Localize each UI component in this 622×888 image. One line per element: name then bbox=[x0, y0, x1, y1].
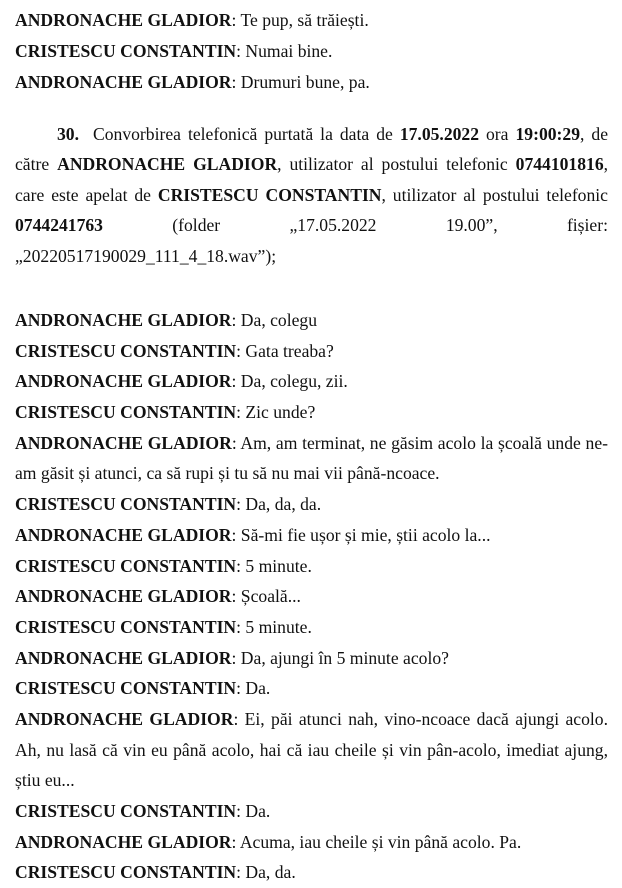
speaker-name: CRISTESCU CONSTANTIN bbox=[15, 341, 237, 361]
speaker-name: CRISTESCU CONSTANTIN bbox=[15, 41, 237, 61]
dialogue-line bbox=[15, 616, 312, 638]
speaker-name: CRISTESCU CONSTANTIN bbox=[15, 556, 237, 576]
speaker-name: CRISTESCU CONSTANTIN bbox=[15, 494, 237, 514]
utterance: : Să-mi fie ușor și mie, știi acolo la... bbox=[231, 525, 491, 545]
dialogue-line bbox=[15, 9, 369, 31]
dialogue-line bbox=[15, 585, 301, 607]
dialogue-line bbox=[15, 432, 608, 454]
speaker-name: ANDRONACHE GLADIOR bbox=[15, 371, 232, 391]
paragraph-line-2 bbox=[15, 153, 608, 175]
folder-label: (folder bbox=[172, 215, 221, 235]
dialogue-line bbox=[15, 309, 317, 331]
paragraph-line-1 bbox=[15, 123, 608, 145]
dialogue-continuation bbox=[15, 739, 608, 761]
call-date: 17.05.2022 bbox=[399, 124, 479, 144]
utterance: : 5 minute. bbox=[236, 556, 312, 576]
paragraph-line-5 bbox=[15, 245, 276, 267]
speaker-name: ANDRONACHE GLADIOR bbox=[15, 832, 232, 852]
utterance: : Drumuri bune, pa. bbox=[231, 72, 370, 92]
speaker-name: CRISTESCU CONSTANTIN bbox=[15, 402, 237, 422]
paragraph-text: Convorbirea telefonică purtată la data de bbox=[93, 124, 400, 144]
speaker-name: CRISTESCU CONSTANTIN bbox=[15, 617, 237, 637]
dialogue-line bbox=[15, 861, 296, 883]
dialogue-continuation bbox=[15, 462, 440, 484]
utterance: : 5 minute. bbox=[236, 617, 312, 637]
caller-name: ANDRONACHE GLADIOR bbox=[57, 154, 278, 174]
utterance: Ah, nu lasă că vin eu până acolo, hai că iau cheile și vin pân-acolo, imediat ajung, bbox=[15, 740, 608, 760]
utterance: : Gata treaba? bbox=[236, 341, 334, 361]
utterance: : Ei, păi atunci nah, vino-ncoace dacă ajungi acolo. bbox=[233, 709, 608, 729]
utterance: : Da, da, da. bbox=[236, 494, 322, 514]
utterance: : Da, ajungi în 5 minute acolo? bbox=[231, 648, 449, 668]
speaker-name: ANDRONACHE GLADIOR bbox=[15, 586, 232, 606]
speaker-name: CRISTESCU CONSTANTIN bbox=[15, 801, 237, 821]
paragraph-text: către bbox=[15, 154, 58, 174]
paragraph-text: , bbox=[603, 154, 609, 174]
audio-filename: „20220517190029_111_4_18.wav”); bbox=[15, 246, 277, 266]
speaker-name: CRISTESCU CONSTANTIN bbox=[15, 862, 237, 882]
utterance: : Da, colegu, zii. bbox=[231, 371, 348, 391]
dialogue-line bbox=[15, 647, 449, 669]
folder-time: 19.00”, bbox=[445, 215, 498, 235]
dialogue-continuation bbox=[15, 769, 75, 791]
dialogue-line bbox=[15, 555, 312, 577]
dialogue-line bbox=[15, 401, 315, 423]
speaker-name: ANDRONACHE GLADIOR bbox=[15, 433, 232, 453]
dialogue-line bbox=[15, 708, 608, 730]
speaker-name: ANDRONACHE GLADIOR bbox=[15, 709, 234, 729]
utterance: : Acuma, iau cheile și vin până acolo. Pa. bbox=[231, 832, 522, 852]
speaker-name: ANDRONACHE GLADIOR bbox=[15, 310, 232, 330]
utterance: : Da, da. bbox=[236, 862, 296, 882]
utterance: : Te pup, să trăiești. bbox=[231, 10, 369, 30]
speaker-name: ANDRONACHE GLADIOR bbox=[15, 525, 232, 545]
paragraph-text: , utilizator al postului telefonic bbox=[277, 154, 516, 174]
speaker-name: ANDRONACHE GLADIOR bbox=[15, 648, 232, 668]
utterance: : Zic unde? bbox=[236, 402, 316, 422]
utterance: am găsit și atunci, ca să rupi și tu să nu mai vii până-ncoace. bbox=[15, 463, 440, 483]
utterance: știu eu... bbox=[15, 770, 75, 790]
utterance: : Am, am terminat, ne găsim acolo la școală unde ne- bbox=[231, 433, 608, 453]
paragraph-number: 30. bbox=[57, 124, 79, 144]
speaker-name: ANDRONACHE GLADIOR bbox=[15, 72, 232, 92]
dialogue-line bbox=[15, 370, 348, 392]
dialogue-line bbox=[15, 71, 370, 93]
dialogue-line bbox=[15, 493, 321, 515]
dialogue-line bbox=[15, 340, 334, 362]
file-label: fișier: bbox=[566, 215, 608, 235]
paragraph-text: , utilizator al postului telefonic bbox=[381, 185, 608, 205]
speaker-name: ANDRONACHE GLADIOR bbox=[15, 10, 232, 30]
dialogue-line bbox=[15, 40, 332, 62]
utterance: : Școală... bbox=[231, 586, 301, 606]
dialogue-line bbox=[15, 831, 521, 853]
dialogue-line bbox=[15, 800, 270, 822]
paragraph-text: , de bbox=[580, 124, 609, 144]
callee-name: CRISTESCU CONSTANTIN bbox=[157, 185, 382, 205]
paragraph-text: care este apelat de bbox=[15, 185, 158, 205]
utterance: : Da. bbox=[236, 801, 271, 821]
callee-phone: 0744241763 bbox=[15, 215, 103, 235]
caller-phone: 0744101816 bbox=[515, 154, 604, 174]
speaker-name: CRISTESCU CONSTANTIN bbox=[15, 678, 237, 698]
paragraph-line-3 bbox=[15, 184, 608, 206]
folder-date: „17.05.2022 bbox=[289, 215, 377, 235]
paragraph-line-4 bbox=[15, 214, 608, 236]
utterance: : Da. bbox=[236, 678, 271, 698]
paragraph-text: ora bbox=[479, 124, 516, 144]
dialogue-line bbox=[15, 677, 270, 699]
utterance: : Numai bine. bbox=[236, 41, 333, 61]
utterance: : Da, colegu bbox=[231, 310, 318, 330]
dialogue-line bbox=[15, 524, 491, 546]
call-time: 19:00:29 bbox=[515, 124, 580, 144]
